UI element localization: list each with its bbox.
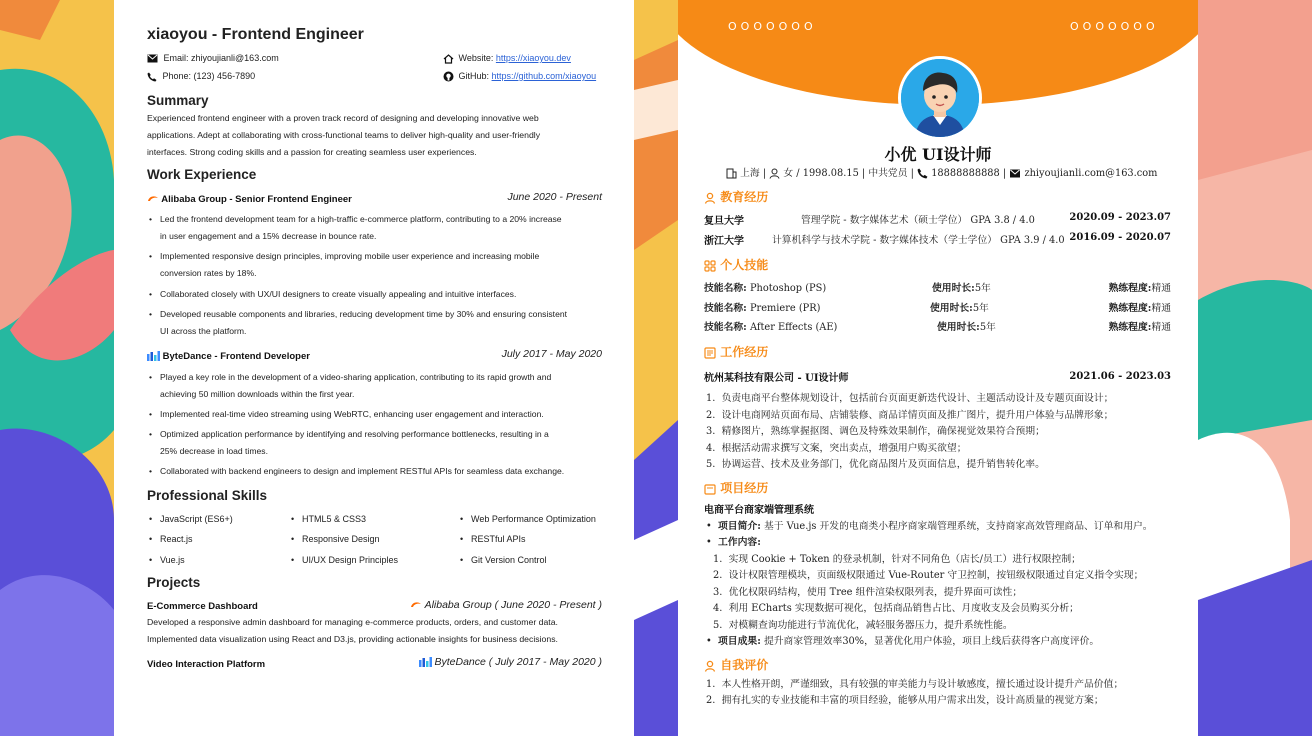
skill-item: • UI/UX Design Principles: [291, 555, 398, 565]
user-icon: [769, 168, 780, 179]
work-item: 1. 负责电商平台整体规划设计，包括前台页面更新迭代设计、主题活动设计及专题页面设计；: [706, 393, 1114, 404]
work-heading: Work Experience: [147, 167, 257, 182]
edu-major: 计算机科学与技术学院 - 数字媒体技术（学士学位） GPA 3.9 / 4.0: [772, 235, 1065, 246]
project-item: 4. 利用 ECharts 实现数据可视化，包括商品销售占比、月度收支及会员购买分析；: [713, 603, 1079, 614]
evaluation-item: 2. 拥有扎实的专业技能和丰富的项目经验，能够从用户需求出发，设计高质量的视觉方案；: [706, 695, 1104, 706]
resume-name: 小优 UI设计师: [884, 145, 992, 164]
github-row: [443, 71, 596, 82]
summary-line: applications. Adept at collaborating with cross-functional teams to deliver high-quality and user-friendly: [147, 130, 541, 140]
skill-row: 技能名称: Photoshop (PS): [704, 283, 827, 294]
document-icon: [704, 347, 716, 359]
job-title-bytedance: [147, 351, 310, 362]
job-bullet: • Implemented responsive design principles, improving mobile user experience and increasing mobile conversion rates by 18%.: [149, 248, 594, 282]
skill-row: 技能名称: After Effects (AE): [704, 322, 838, 333]
job-bullet: • Optimized application performance by identifying and resolving performance bottlenecks, resulting in a 25% decrease in load times.: [149, 426, 594, 460]
project-name: 电商平台商家端管理系统: [704, 505, 814, 516]
projects-heading: Projects: [147, 575, 201, 590]
website-row: [443, 53, 571, 64]
skill-row: 技能名称: Premiere (PR): [704, 303, 821, 314]
user-icon: [704, 192, 716, 204]
summary-line: interfaces. Strong coding skills and a passion for creating seamless user experiences.: [147, 147, 477, 157]
project-item: 1. 实现 Cookie + Token 的登录机制，针对不同角色（店长/员工）进行权限控制；: [713, 554, 1081, 565]
work-company: 杭州某科技有限公司 - UI设计师: [704, 373, 849, 384]
job-bullet: • Collaborated with backend engineers to design and implement RESTful APIs for seamless data exchange.: [149, 463, 594, 480]
project-meta-text: ByteDance ( July 2017 - May 2020 ): [434, 656, 602, 668]
personal-info-row: [726, 165, 1157, 179]
skills-heading: Professional Skills: [147, 488, 268, 503]
decorative-dots: OOOOOOO: [728, 20, 817, 33]
skill-time: 使用时长:5年: [932, 283, 991, 294]
avatar-illustration: [901, 59, 979, 137]
info-location: 上海 |: [740, 168, 767, 179]
project-title: E-Commerce Dashboard: [147, 601, 258, 612]
project-content-label: • 工作内容:: [706, 537, 761, 548]
avatar: [898, 56, 982, 140]
project-description: Developed a responsive admin dashboard for managing e-commerce products, orders, and customer data. Implemented data visualization using React and D3.js, providing actionable insights for business decisions.: [147, 617, 558, 644]
education-heading: 教育经历: [704, 188, 768, 205]
edu-date: 2016.09 - 2020.07: [1069, 232, 1171, 243]
phone-text: Phone: (123) 456-7890: [162, 71, 256, 81]
email-row: [147, 53, 279, 63]
project-item: 5. 对模糊查询功能进行节流优化，减轻服务器压力，提升系统性能。: [713, 620, 1013, 631]
job-title-text: ByteDance - Frontend Developer: [162, 351, 310, 362]
skill-item: • JavaScript (ES6+): [149, 514, 233, 524]
skill-time: 使用时长:5年: [937, 322, 996, 333]
skill-item: • Web Performance Optimization: [460, 514, 596, 524]
job-bullet: • Developed reusable components and libraries, reducing development time by 30% and ensuring consistent UI across the platform.: [149, 306, 594, 340]
skill-item: • Git Version Control: [460, 555, 547, 565]
edu-school: 复旦大学: [704, 216, 744, 227]
email-text: Email: zhiyoujianli@163.com: [163, 53, 279, 63]
bytedance-logo-icon: [147, 351, 160, 361]
info-email: zhiyoujianli.com@163.com: [1024, 168, 1158, 179]
english-resume: [114, 0, 634, 736]
project-item: 2. 设计权限管理模块，页面级权限通过 Vue-Router 守卫控制，按钮级权限通过自定义指令实现；: [713, 570, 1144, 581]
summary-heading: Summary: [147, 93, 209, 108]
user-icon: [704, 660, 716, 672]
skill-level: 熟练程度:精通: [1108, 283, 1171, 294]
work-item: 4. 根据活动需求撰写文案，突出卖点，增强用户购买欲望；: [706, 443, 967, 454]
job-date-bytedance: July 2017 - May 2020: [501, 348, 602, 360]
skill-item: • HTML5 & CSS3: [291, 514, 366, 524]
job-bullet: • Played a key role in the development of a video-sharing application, contributing to its rapid growth and achieving 50 million downloads within the first year.: [149, 369, 594, 403]
skill-item: • Responsive Design: [291, 534, 380, 544]
job-bullet: • Led the frontend development team for a high-traffic e-commerce platform, contributing to a 20% increase in user engagement and a 15% decrease in bounce rate.: [149, 211, 594, 245]
skill-level: 熟练程度:精通: [1108, 322, 1171, 333]
bytedance-logo-icon: [419, 657, 432, 667]
job-title-alibaba: [147, 194, 352, 205]
edu-school: 浙江大学: [704, 236, 744, 247]
project-item: 3. 优化权限码结构，使用 Tree 组件渲染权限列表，提升界面可读性；: [713, 587, 1023, 598]
envelope-icon: [1009, 169, 1021, 178]
edu-date: 2020.09 - 2023.07: [1069, 212, 1171, 223]
project-intro: • 项目简介: 基于 Vue.js 开发的电商类小程序商家端管理系统，支持商家高效管理商品、订单和用户。: [706, 521, 1153, 532]
project-title: Video Interaction Platform: [147, 659, 266, 670]
project-heading-cn: 项目经历: [704, 479, 768, 496]
edu-major: 管理学院 - 数字媒体艺术（硕士学位） GPA 3.8 / 4.0: [801, 215, 1035, 226]
job-bullet: • Collaborated closely with UX/UI designers to create visually appealing and intuitive interfaces.: [149, 286, 594, 303]
work-date: 2021.06 - 2023.03: [1069, 371, 1171, 382]
skill-level: 熟练程度:精通: [1108, 303, 1171, 314]
github-icon: [443, 71, 454, 82]
alibaba-logo-icon: [410, 601, 422, 609]
evaluation-item: 1. 本人性格开朗，严谨细致，具有较强的审美能力与设计敏感度，擅长通过设计提升产品价值；: [706, 679, 1124, 690]
evaluation-heading: 自我评价: [704, 656, 768, 673]
building-icon: [726, 168, 737, 179]
folder-icon: [704, 483, 716, 495]
phone-row: [147, 71, 255, 82]
work-item: 3. 精修图片，熟练掌握抠图、调色及特殊效果制作，确保视觉效果符合预期；: [706, 426, 1045, 437]
project-meta: [419, 656, 602, 668]
github-label: GitHub:: [458, 71, 490, 81]
envelope-icon: [147, 54, 158, 63]
job-bullet: • Implemented real-time video streaming using WebRTC, enhancing user engagement and interaction.: [149, 406, 594, 423]
phone-icon: [147, 72, 157, 82]
skill-item: • RESTful APIs: [460, 534, 526, 544]
project-result: • 项目成果: 提升商家管理效率30%，显著优化用户体验，项目上线后获得客户高度评价。: [706, 636, 1100, 647]
website-label: Website:: [458, 53, 494, 63]
work-heading-cn: 工作经历: [704, 343, 768, 360]
skills-heading-cn: 个人技能: [704, 256, 768, 273]
summary-line: Experienced frontend engineer with a proven track record of designing and developing innovative web: [147, 113, 539, 123]
chinese-resume: [678, 0, 1198, 736]
alibaba-logo-icon: [147, 195, 159, 203]
job-title-text: Alibaba Group - Senior Frontend Engineer: [161, 194, 352, 205]
decorative-dots: OOOOOOO: [1070, 20, 1159, 33]
work-item: 5. 协调运营、技术及业务部门，优化商品图片及页面信息，提升销售转化率。: [706, 459, 1045, 470]
project-meta-text: Alibaba Group ( June 2020 - Present ): [424, 599, 602, 611]
skill-item: • React.js: [149, 534, 193, 544]
job-date-alibaba: June 2020 - Present: [507, 191, 602, 203]
project-meta: [410, 599, 602, 611]
summary-text: [147, 110, 587, 161]
info-phone: 18888888888 |: [931, 168, 1007, 179]
website-link[interactable]: https://xiaoyou.dev: [495, 53, 571, 63]
skill-time: 使用时长:5年: [930, 303, 989, 314]
github-link[interactable]: https://github.com/xiaoyou: [491, 71, 597, 81]
skill-item: • Vue.js: [149, 555, 185, 565]
home-icon: [443, 54, 454, 64]
phone-icon: [917, 168, 928, 179]
resume-title: xiaoyou - Frontend Engineer: [147, 26, 364, 43]
grid-icon: [704, 260, 716, 272]
info-personal: 女 / 1998.08.15 | 中共党员 |: [783, 168, 914, 179]
work-item: 2. 设计电商网站页面布局、店铺装修、商品详情页面及推广图片，提升用户体验与品牌形象；: [706, 410, 1114, 421]
